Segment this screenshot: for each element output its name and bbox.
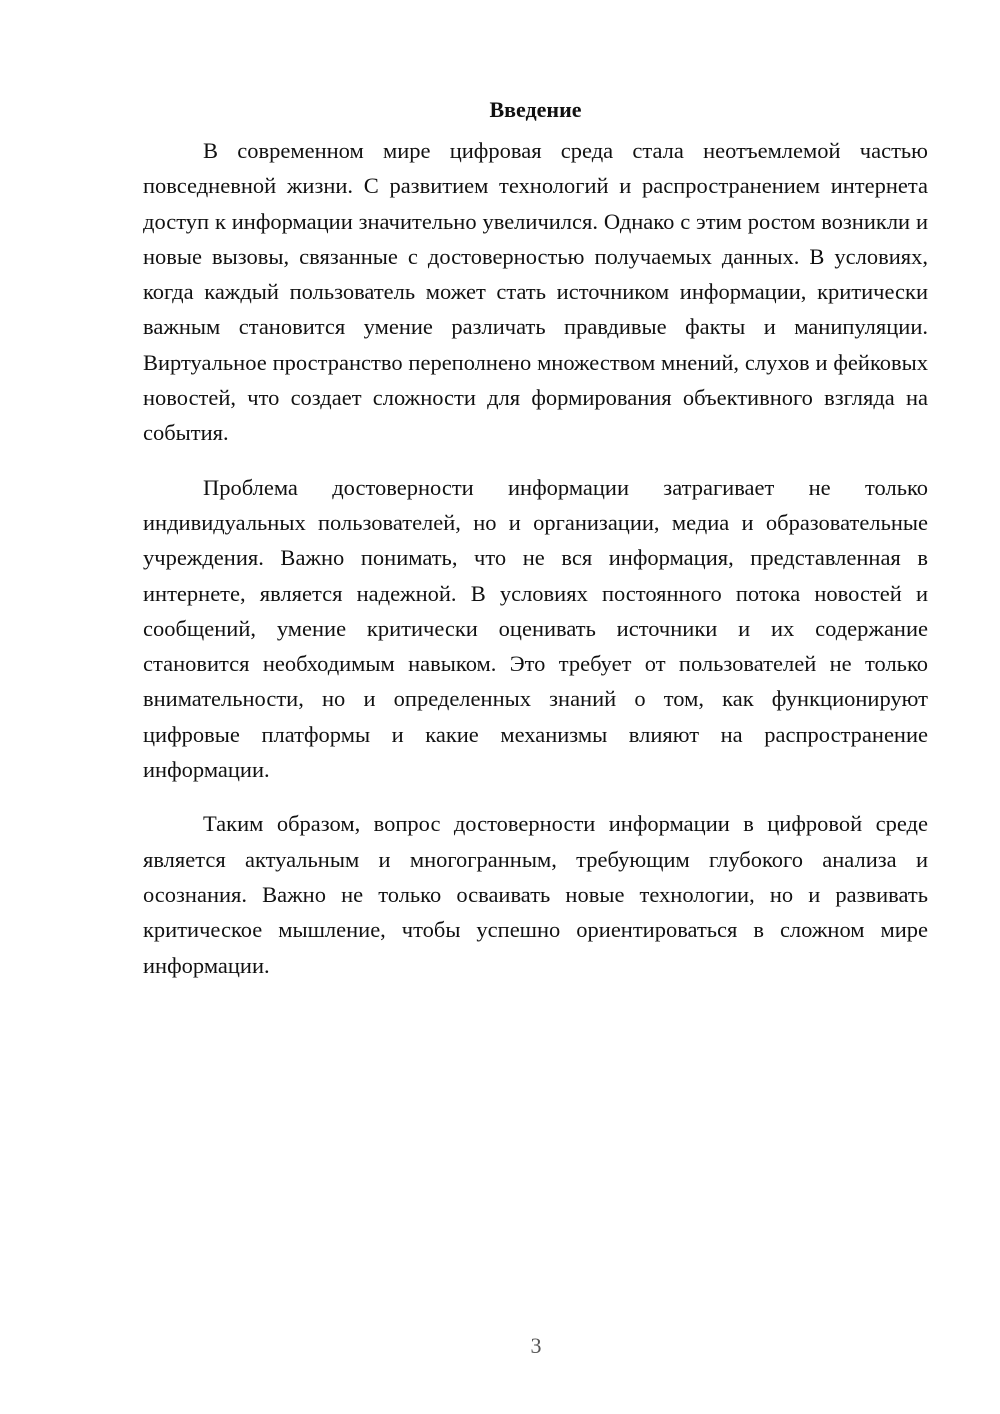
page-number: 3: [530, 1333, 542, 1358]
paragraph-2: Проблема достоверности информации затрагивает не только индивидуальных пользователей, но и организации, медиа и образовательные учреждения. Важно понимать, что не вся информация, представленная в интернете, является надежной. В условиях постоянного потока новостей и сообщений, умение критически оценивать источники и их содержание становится необходимым навыком. Это требует от пользователей не только внимательности, но и определенных знаний о том, как функционируют цифровые платформы и какие механизмы влияют на распространение информации.: [143, 474, 928, 783]
paragraph-1: В современном мире цифровая среда стала неотъемлемой частью повседневной жизни. С развитием технологий и распространением интернета доступ к информации значительно увеличился. Однако с этим ростом возникли и новые вызовы, связанные с достоверностью получаемых данных. В условиях, когда каждый пользователь может стать источником информации, критически важным становится умение различать правдивые факты и манипуляции. Виртуальное пространство переполнено множеством мнений, слухов и фейковых новостей, что создает сложности для формирования объективного взгляда на события.: [143, 138, 928, 446]
page-content: [143, 92, 928, 983]
section-title: Введение: [489, 97, 582, 122]
paragraph-3: Таким образом, вопрос достоверности информации в цифровой среде является актуальным и многогранным, требующим глубокого анализа и осознания. Важно не только осваивать новые технологии, но и развивать критическое мышление, чтобы успешно ориентироваться в сложном мире информации.: [143, 811, 928, 978]
